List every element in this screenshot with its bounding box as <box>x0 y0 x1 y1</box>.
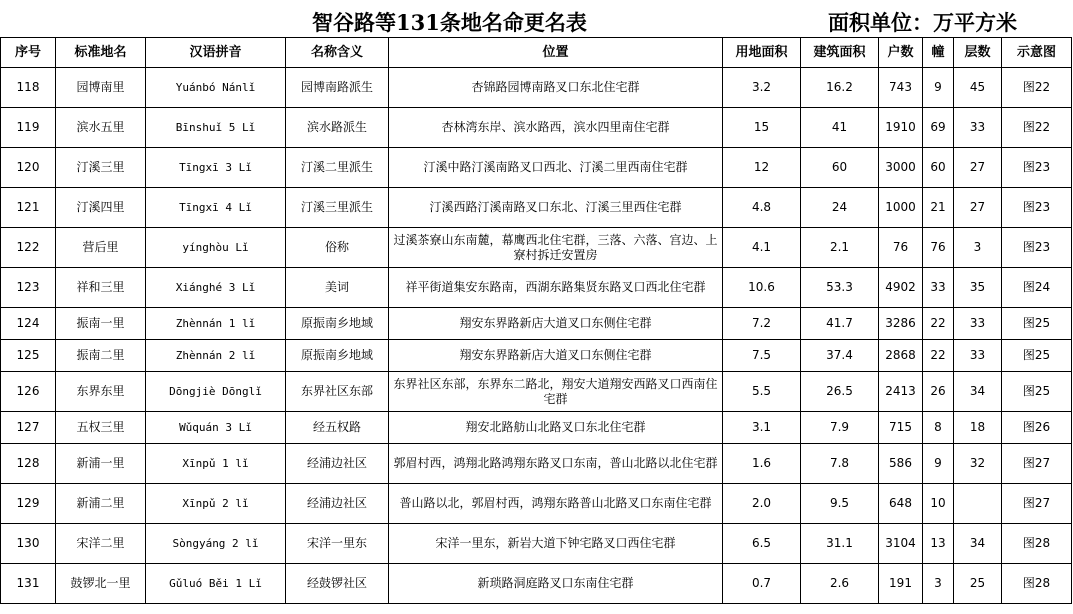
cell-no: 121 <box>1 188 56 228</box>
cell-map: 图28 <box>1002 524 1072 564</box>
cell-name: 新浦二里 <box>56 484 146 524</box>
cell-no: 125 <box>1 340 56 372</box>
table-row <box>1 372 1072 412</box>
cell-name: 汀溪四里 <box>56 188 146 228</box>
cell-location: 宋洋一里东，新岩大道下钟宅路叉口西住宅群 <box>389 524 723 564</box>
cell-land-area: 10.6 <box>723 268 801 308</box>
cell-building-area: 37.4 <box>801 340 879 372</box>
cell-name: 滨水五里 <box>56 108 146 148</box>
cell-households: 4902 <box>879 268 923 308</box>
cell-name: 鼓锣北一里 <box>56 564 146 604</box>
cell-land-area: 4.8 <box>723 188 801 228</box>
cell-land-area: 1.6 <box>723 444 801 484</box>
table-row <box>1 564 1072 604</box>
cell-households: 3000 <box>879 148 923 188</box>
header-meaning: 名称含义 <box>286 38 389 68</box>
cell-pinyin: Gǔluó Běi 1 Lǐ <box>146 564 286 604</box>
cell-location: 普山路以北，郭眉村西，鸿翔东路普山北路叉口东南住宅群 <box>389 484 723 524</box>
cell-buildings: 60 <box>923 148 954 188</box>
cell-pinyin: Zhènnán 1 lǐ <box>146 308 286 340</box>
table-row <box>1 484 1072 524</box>
cell-floors: 35 <box>954 268 1002 308</box>
cell-building-area: 26.5 <box>801 372 879 412</box>
cell-meaning: 经鼓锣社区 <box>286 564 389 604</box>
table-title: 智谷路等131条地名命更名表 <box>312 10 587 35</box>
cell-land-area: 0.7 <box>723 564 801 604</box>
cell-name: 汀溪三里 <box>56 148 146 188</box>
cell-location: 翔安东界路新店大道叉口东侧住宅群 <box>389 340 723 372</box>
cell-no: 123 <box>1 268 56 308</box>
cell-pinyin: Yuánbó Nánlǐ <box>146 68 286 108</box>
table-row <box>1 148 1072 188</box>
cell-households: 3286 <box>879 308 923 340</box>
cell-map: 图23 <box>1002 148 1072 188</box>
header-no: 序号 <box>1 38 56 68</box>
cell-location: 翔安东界路新店大道叉口东侧住宅群 <box>389 308 723 340</box>
table-row <box>1 228 1072 268</box>
cell-pinyin: Sòngyáng 2 lǐ <box>146 524 286 564</box>
cell-building-area: 24 <box>801 188 879 228</box>
cell-land-area: 7.5 <box>723 340 801 372</box>
area-unit-label: 面积单位：万平方米 <box>828 10 1017 35</box>
cell-meaning: 美词 <box>286 268 389 308</box>
table-row <box>1 268 1072 308</box>
table-row <box>1 68 1072 108</box>
header-floors: 层数 <box>954 38 1002 68</box>
table-row <box>1 444 1072 484</box>
cell-buildings: 76 <box>923 228 954 268</box>
cell-map: 图23 <box>1002 228 1072 268</box>
cell-households: 2413 <box>879 372 923 412</box>
title-bar <box>0 0 1073 37</box>
cell-map: 图26 <box>1002 412 1072 444</box>
table-row <box>1 308 1072 340</box>
cell-floors: 25 <box>954 564 1002 604</box>
table-row <box>1 412 1072 444</box>
cell-land-area: 12 <box>723 148 801 188</box>
cell-households: 191 <box>879 564 923 604</box>
cell-map: 图25 <box>1002 340 1072 372</box>
cell-floors: 18 <box>954 412 1002 444</box>
cell-floors: 45 <box>954 68 1002 108</box>
cell-land-area: 6.5 <box>723 524 801 564</box>
cell-name: 园博南里 <box>56 68 146 108</box>
header-row <box>1 38 1072 68</box>
cell-floors <box>954 484 1002 524</box>
cell-map: 图27 <box>1002 444 1072 484</box>
cell-land-area: 2.0 <box>723 484 801 524</box>
cell-no: 118 <box>1 68 56 108</box>
cell-location: 过溪茶寮山东南麓，幕鹰西北住宅群，三落、六落、宫边、上寮村拆迁安置房 <box>389 228 723 268</box>
place-name-table <box>0 37 1072 604</box>
cell-pinyin: Dōngjiè Dōnglǐ <box>146 372 286 412</box>
cell-floors: 27 <box>954 148 1002 188</box>
cell-location: 翔安北路舫山北路叉口东北住宅群 <box>389 412 723 444</box>
cell-floors: 34 <box>954 372 1002 412</box>
cell-map: 图28 <box>1002 564 1072 604</box>
cell-households: 1000 <box>879 188 923 228</box>
cell-location: 汀溪中路汀溪南路叉口西北、汀溪二里西南住宅群 <box>389 148 723 188</box>
cell-building-area: 9.5 <box>801 484 879 524</box>
cell-name: 营后里 <box>56 228 146 268</box>
header-buildings: 幢 <box>923 38 954 68</box>
cell-meaning: 经浦边社区 <box>286 444 389 484</box>
header-land-area: 用地面积 <box>723 38 801 68</box>
cell-meaning: 东界社区东部 <box>286 372 389 412</box>
cell-building-area: 2.6 <box>801 564 879 604</box>
cell-meaning: 原振南乡地域 <box>286 340 389 372</box>
cell-pinyin: Xīnpǔ 1 lǐ <box>146 444 286 484</box>
table-row <box>1 340 1072 372</box>
header-building-area: 建筑面积 <box>801 38 879 68</box>
cell-households: 76 <box>879 228 923 268</box>
cell-name: 祥和三里 <box>56 268 146 308</box>
cell-building-area: 16.2 <box>801 68 879 108</box>
cell-pinyin: Xīnpǔ 2 lǐ <box>146 484 286 524</box>
cell-map: 图23 <box>1002 188 1072 228</box>
cell-no: 122 <box>1 228 56 268</box>
table-row <box>1 524 1072 564</box>
cell-buildings: 69 <box>923 108 954 148</box>
cell-location: 汀溪西路汀溪南路叉口东北、汀溪三里西住宅群 <box>389 188 723 228</box>
cell-meaning: 原振南乡地域 <box>286 308 389 340</box>
table-row <box>1 108 1072 148</box>
header-map: 示意图 <box>1002 38 1072 68</box>
cell-building-area: 53.3 <box>801 268 879 308</box>
cell-meaning: 滨水路派生 <box>286 108 389 148</box>
cell-map: 图22 <box>1002 108 1072 148</box>
cell-households: 743 <box>879 68 923 108</box>
cell-building-area: 31.1 <box>801 524 879 564</box>
cell-meaning: 宋洋一里东 <box>286 524 389 564</box>
cell-households: 715 <box>879 412 923 444</box>
cell-pinyin: Wǔquán 3 Lǐ <box>146 412 286 444</box>
cell-location: 郭眉村西，鸿翔北路鸿翔东路叉口东南，普山北路以北住宅群 <box>389 444 723 484</box>
cell-meaning: 汀溪二里派生 <box>286 148 389 188</box>
cell-no: 119 <box>1 108 56 148</box>
cell-households: 648 <box>879 484 923 524</box>
cell-households: 2868 <box>879 340 923 372</box>
cell-buildings: 22 <box>923 308 954 340</box>
cell-floors: 33 <box>954 340 1002 372</box>
cell-floors: 3 <box>954 228 1002 268</box>
cell-buildings: 22 <box>923 340 954 372</box>
cell-name: 新浦一里 <box>56 444 146 484</box>
cell-no: 131 <box>1 564 56 604</box>
cell-floors: 32 <box>954 444 1002 484</box>
cell-buildings: 9 <box>923 444 954 484</box>
cell-no: 130 <box>1 524 56 564</box>
cell-land-area: 15 <box>723 108 801 148</box>
cell-pinyin: Tīngxī 4 Lǐ <box>146 188 286 228</box>
cell-building-area: 41 <box>801 108 879 148</box>
cell-name: 东界东里 <box>56 372 146 412</box>
cell-floors: 34 <box>954 524 1002 564</box>
header-name: 标准地名 <box>56 38 146 68</box>
cell-name: 五权三里 <box>56 412 146 444</box>
cell-meaning: 园博南路派生 <box>286 68 389 108</box>
cell-name: 宋洋二里 <box>56 524 146 564</box>
cell-land-area: 7.2 <box>723 308 801 340</box>
cell-land-area: 5.5 <box>723 372 801 412</box>
cell-location: 杏锦路园博南路叉口东北住宅群 <box>389 68 723 108</box>
cell-buildings: 10 <box>923 484 954 524</box>
cell-map: 图24 <box>1002 268 1072 308</box>
cell-buildings: 33 <box>923 268 954 308</box>
cell-pinyin: Tīngxī 3 Lǐ <box>146 148 286 188</box>
cell-households: 3104 <box>879 524 923 564</box>
cell-floors: 33 <box>954 308 1002 340</box>
cell-location: 杏林湾东岸、滨水路西，滨水四里南住宅群 <box>389 108 723 148</box>
cell-land-area: 3.2 <box>723 68 801 108</box>
cell-no: 124 <box>1 308 56 340</box>
cell-meaning: 汀溪三里派生 <box>286 188 389 228</box>
cell-floors: 27 <box>954 188 1002 228</box>
cell-no: 127 <box>1 412 56 444</box>
cell-name: 振南二里 <box>56 340 146 372</box>
cell-buildings: 9 <box>923 68 954 108</box>
cell-no: 120 <box>1 148 56 188</box>
cell-pinyin: Xiánghé 3 Lǐ <box>146 268 286 308</box>
cell-no: 129 <box>1 484 56 524</box>
cell-map: 图27 <box>1002 484 1072 524</box>
cell-location: 新琐路洞庭路叉口东南住宅群 <box>389 564 723 604</box>
table-row <box>1 188 1072 228</box>
cell-meaning: 俗称 <box>286 228 389 268</box>
cell-households: 586 <box>879 444 923 484</box>
cell-pinyin: yínghòu Lǐ <box>146 228 286 268</box>
cell-no: 128 <box>1 444 56 484</box>
cell-buildings: 3 <box>923 564 954 604</box>
cell-building-area: 41.7 <box>801 308 879 340</box>
header-pinyin: 汉语拼音 <box>146 38 286 68</box>
cell-households: 1910 <box>879 108 923 148</box>
cell-pinyin: Bīnshuǐ 5 Lǐ <box>146 108 286 148</box>
cell-location: 东界社区东部，东界东二路北，翔安大道翔安西路叉口西南住宅群 <box>389 372 723 412</box>
cell-building-area: 2.1 <box>801 228 879 268</box>
cell-floors: 33 <box>954 108 1002 148</box>
cell-map: 图22 <box>1002 68 1072 108</box>
cell-meaning: 经浦边社区 <box>286 484 389 524</box>
cell-land-area: 3.1 <box>723 412 801 444</box>
cell-building-area: 7.9 <box>801 412 879 444</box>
cell-buildings: 8 <box>923 412 954 444</box>
cell-buildings: 26 <box>923 372 954 412</box>
cell-map: 图25 <box>1002 372 1072 412</box>
cell-building-area: 7.8 <box>801 444 879 484</box>
header-location: 位置 <box>389 38 723 68</box>
cell-buildings: 21 <box>923 188 954 228</box>
cell-building-area: 60 <box>801 148 879 188</box>
cell-name: 振南一里 <box>56 308 146 340</box>
cell-buildings: 13 <box>923 524 954 564</box>
cell-meaning: 经五权路 <box>286 412 389 444</box>
cell-map: 图25 <box>1002 308 1072 340</box>
header-households: 户数 <box>879 38 923 68</box>
cell-pinyin: Zhènnán 2 lǐ <box>146 340 286 372</box>
cell-location: 祥平街道集安东路南，西湖东路集贤东路叉口西北住宅群 <box>389 268 723 308</box>
cell-land-area: 4.1 <box>723 228 801 268</box>
cell-no: 126 <box>1 372 56 412</box>
